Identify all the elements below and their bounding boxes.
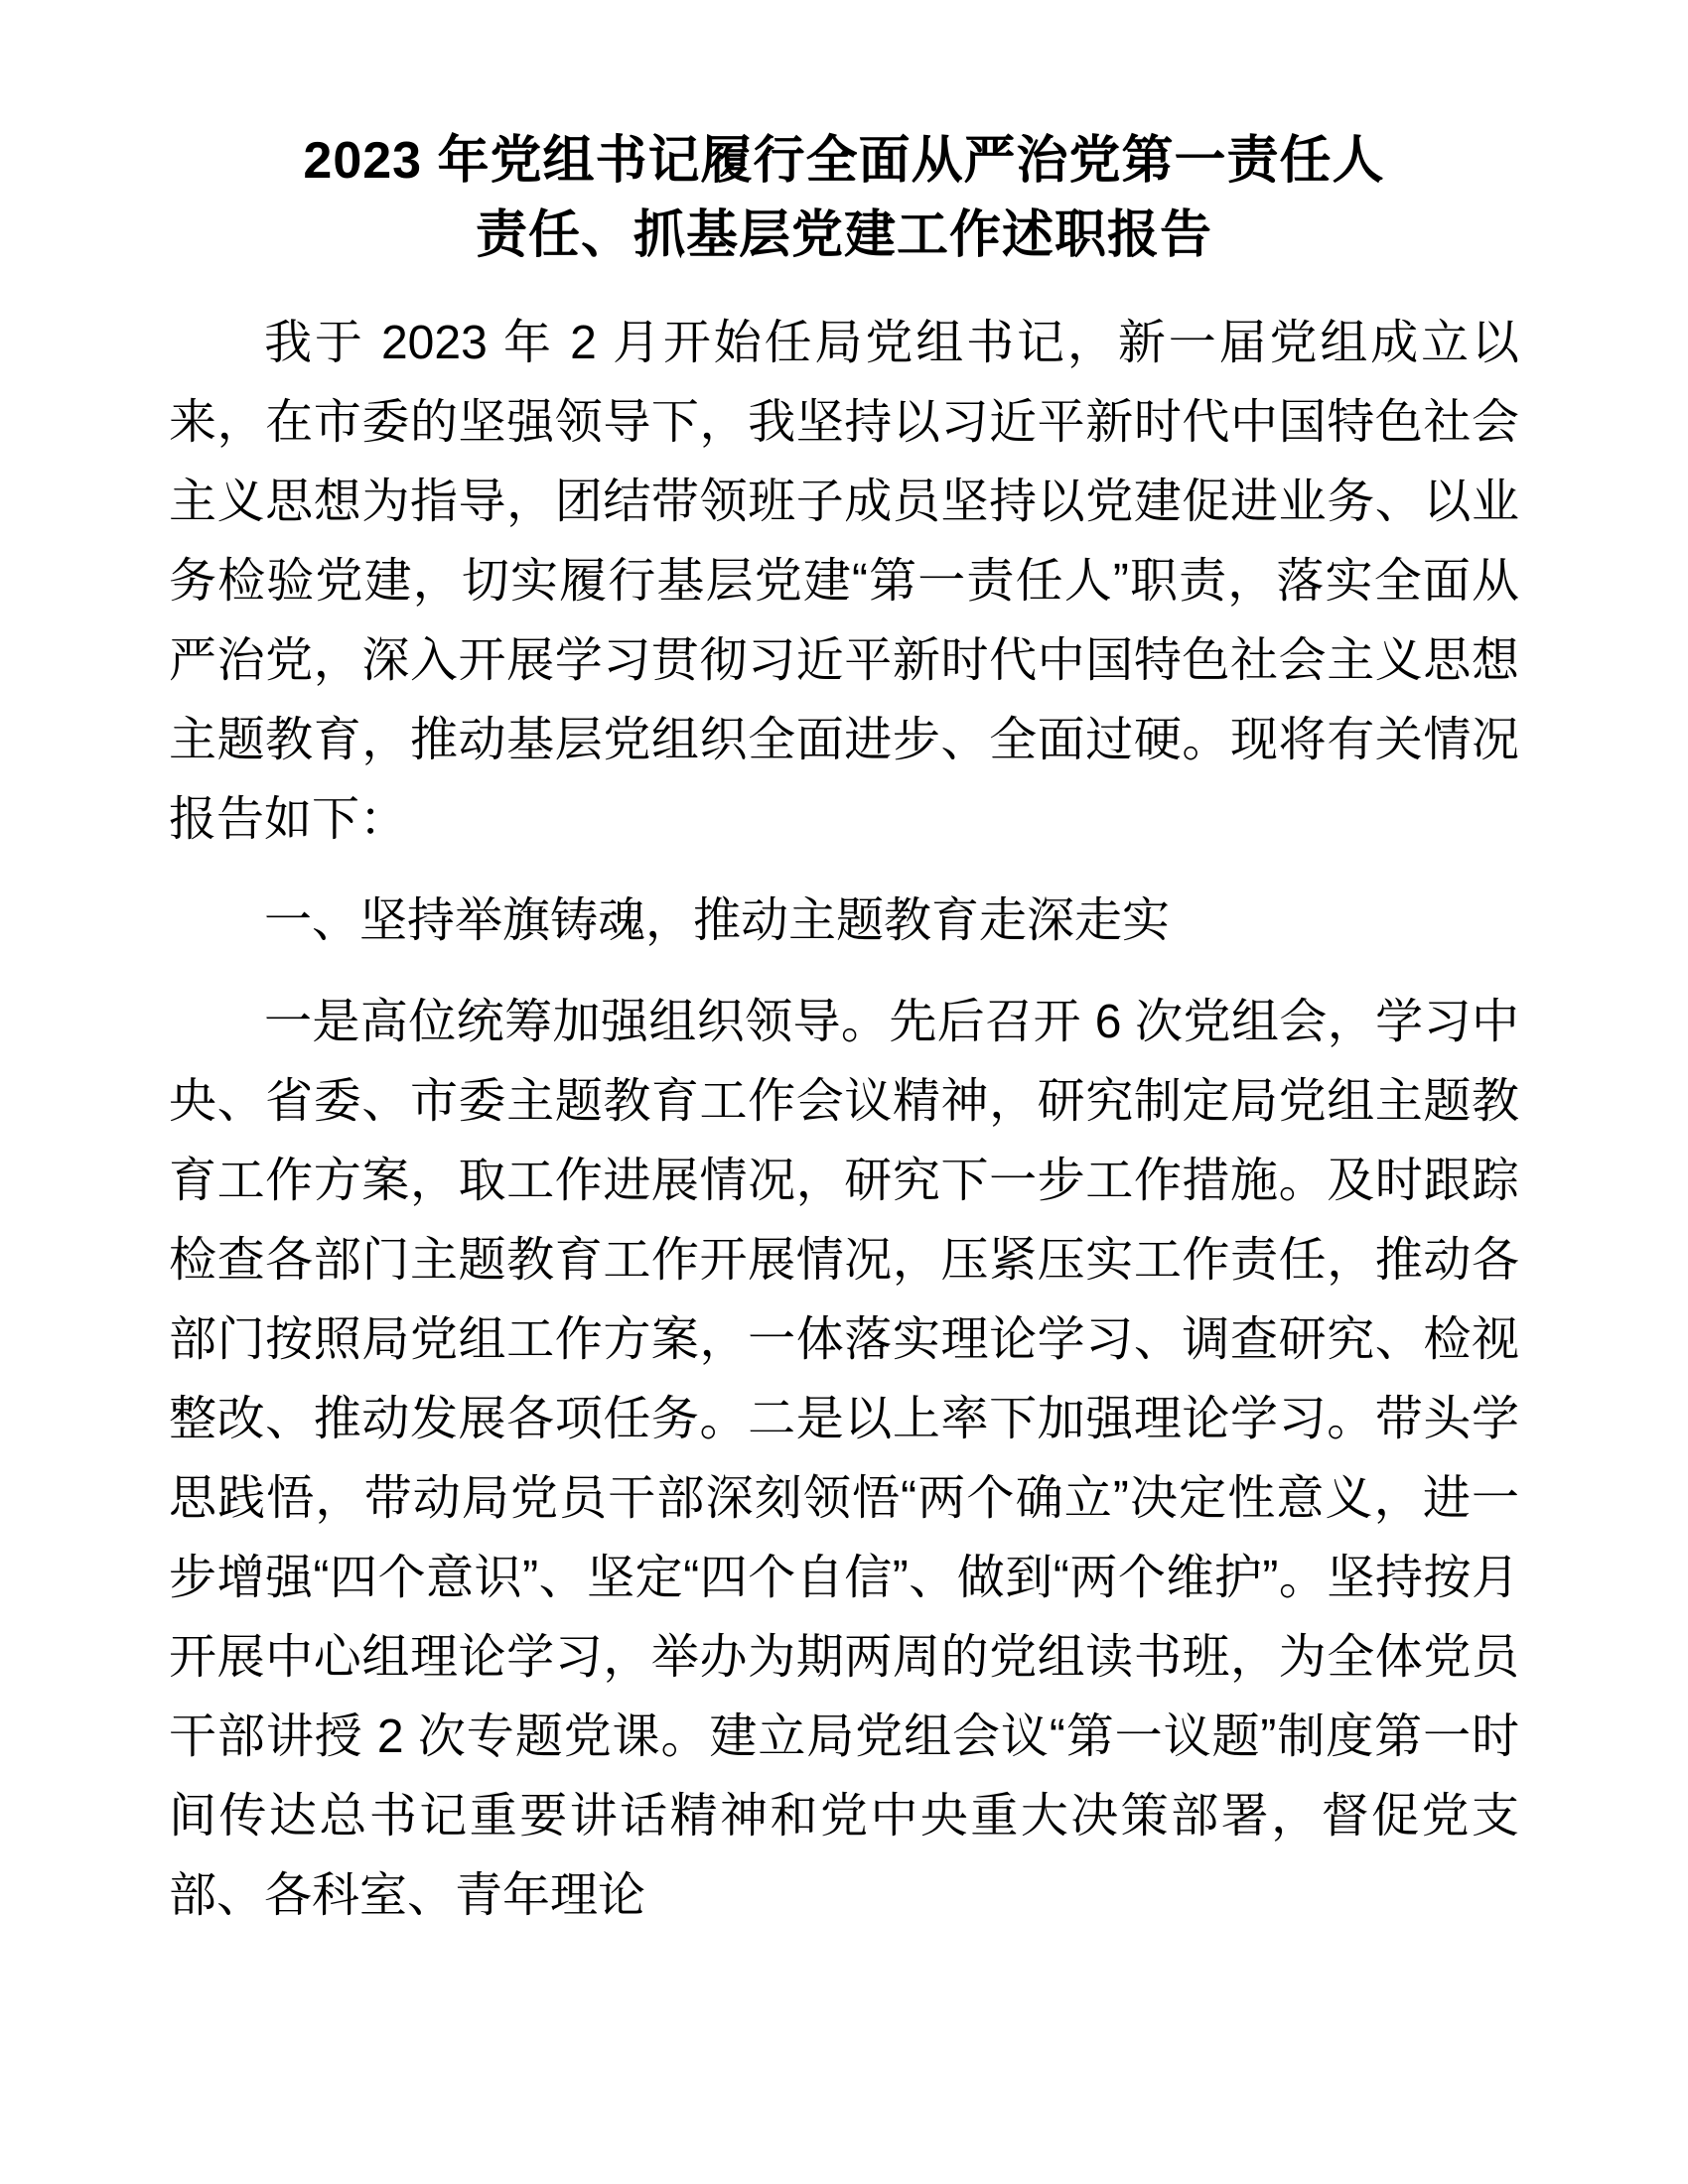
document-title	[169, 124, 1519, 274]
paragraph-intro: 我于 2023 年 2 月开始任局党组书记，新一届党组成立以来，在市委的坚强领导下，我坚持以习近平新时代中国特色社会主义思想为指导，团结带领班子成员坚持以党建促进业务、以业务检验党建，切实履行基层党建“第一责任人”职责，落实全面从严治党，深入开展学习贯彻习近平新时代中国特色社会主义思想主题教育，推动基层党组织全面进步、全面过硬。现将有关情况报告如下：	[169, 316, 1519, 846]
document-title-line-1: 2023 年党组书记履行全面从严治党第一责任人	[303, 132, 1385, 190]
section-heading-1: 一、坚持举旗铸魂，推动主题教育走深走实	[264, 893, 1171, 947]
paragraph-section-1-body: 一是高位统筹加强组织领导。先后召开 6 次党组会，学习中央、省委、市委主题教育工作会议精神，研究制定局党组主题教育工作方案，取工作进展情况，研究下一步工作措施。及时跟踪检查各部门主题教育工作开展情况，压紧压实工作责任，推动各部门按照局党组工作方案，一体落实理论学习、调查研究、检视整改、推动发展各项任务。二是以上率下加强理论学习。带头学思践悟，带动局党员干部深刻领悟“两个确立”决定性意义，进一步增强“四个意识”、坚定“四个自信”、做到“两个维护”。坚持按月开展中心组理论学习，举办为期两周的党组读书班，为全体党员干部讲授 2 次专题党课。建立局党组会议“第一议题”制度第一时间传达总书记重要讲话精神和党中央重大决策部署，督促党支部、各科室、青年理论	[169, 995, 1519, 1922]
document-title-line-2: 责任、抓基层党建工作述职报告	[475, 206, 1212, 265]
